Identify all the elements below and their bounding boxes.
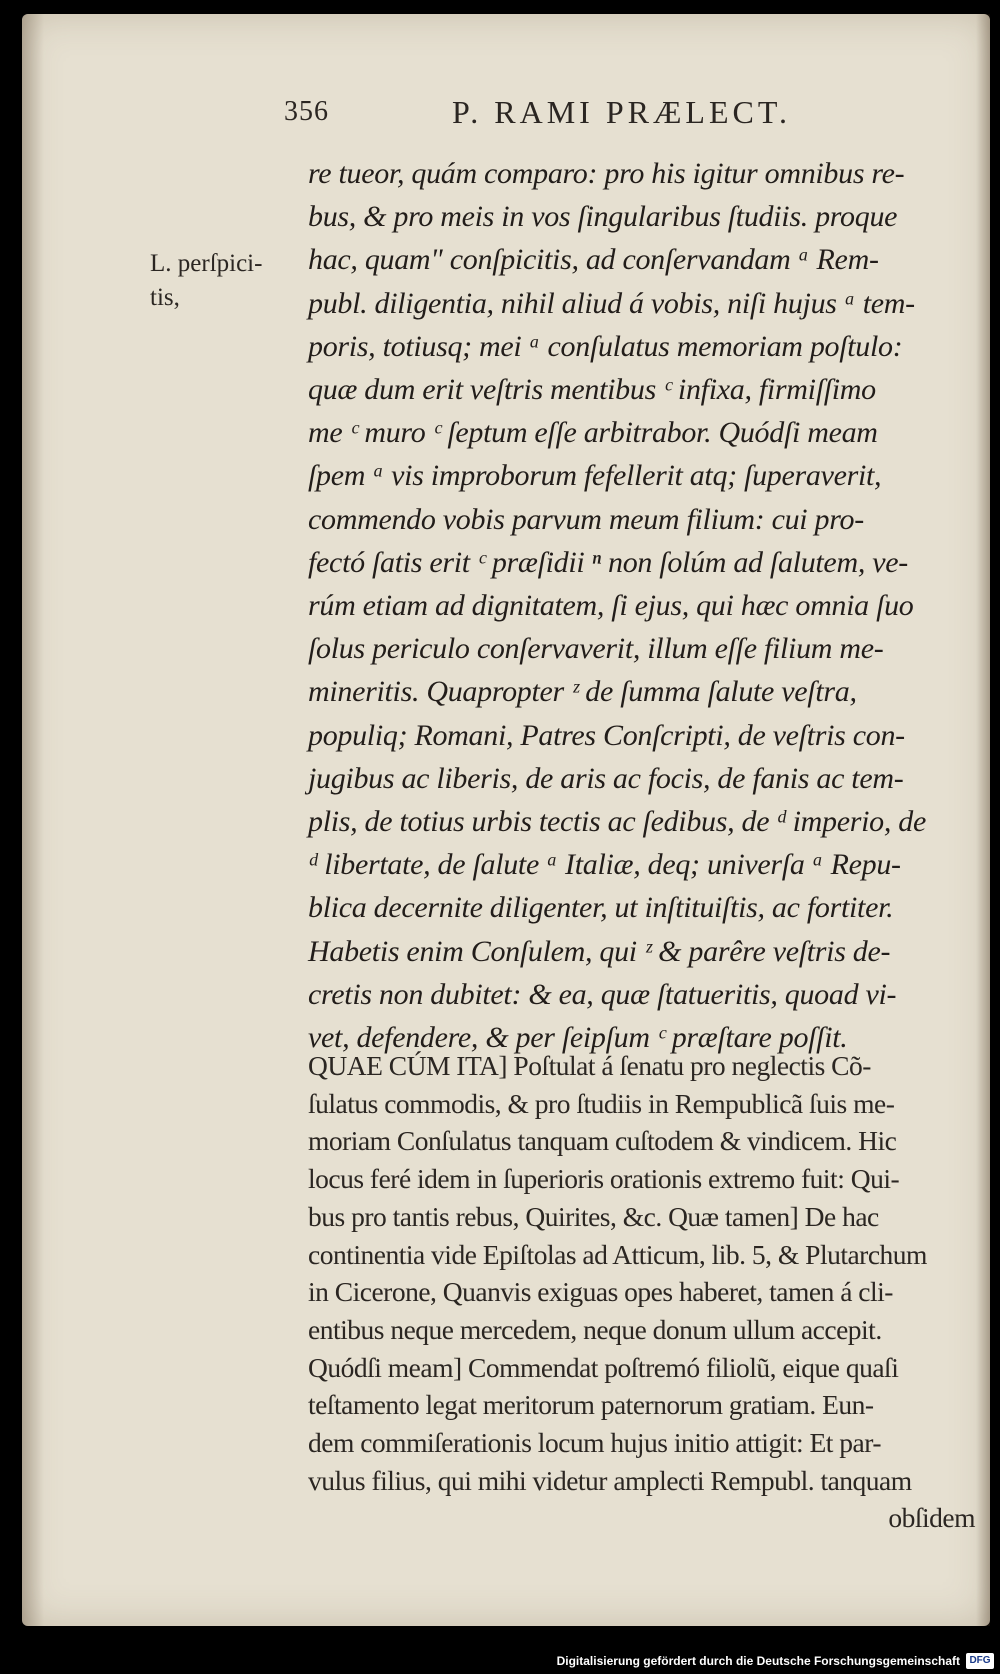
oration-line: me ᶜ muro ᶜ ſeptum eſſe arbitrabor. Quódſi meam xyxy=(308,416,878,450)
commentary-line: locus feré idem in ſuperioris orationis extremo fuit: Qui- xyxy=(308,1163,900,1195)
oration-line: ſpem ᵃ vis improborum fefellerit atq; ſuperaverit, xyxy=(308,459,882,493)
oration-line: blica decernite diligenter, ut inſtituiſtis, ac fortiter. xyxy=(308,891,894,925)
commentary-text xyxy=(308,1047,983,1537)
margin-note-line: L. perſpici- xyxy=(150,250,263,277)
commentary-line: moriam Conſulatus tanquam cuſtodem & vindicem. Hic xyxy=(308,1125,897,1157)
oration-text xyxy=(308,152,983,1059)
oration-line: publ. diligentia, nihil aliud á vobis, niſi hujus ᵃ tem- xyxy=(308,286,915,320)
page-number: 356 xyxy=(284,96,329,127)
commentary-line: ſulatus commodis, & pro ſtudiis in Rempublicã ſuis me- xyxy=(308,1087,895,1119)
oration-line: fectó ſatis erit ᶜ præſidii ⁿ non ſolúm ad ſalutem, ve- xyxy=(308,545,908,579)
oration-line: cretis non dubitet: & ea, quæ ſtatueritis, quoad vi- xyxy=(308,977,897,1011)
commentary-line: bus pro tantis rebus, Quirites, &c. Quæ tamen] De hac xyxy=(308,1200,879,1232)
oration-line: plis, de totius urbis tectis ac ſedibus, de ᵈ imperio, de xyxy=(308,805,926,839)
commentary-line: vulus filius, qui mihi videtur amplecti Rempubl. tanquam xyxy=(308,1464,912,1496)
oration-line: ſolus periculo conſervaverit, illum eſſe filium me- xyxy=(308,632,884,666)
digitization-credit: Digitalisierung gefördert durch die Deutsche Forschungsgemeinschaft xyxy=(556,1654,960,1668)
commentary-line: dem commiſerationis locum hujus initio attigit: Et par- xyxy=(308,1427,882,1459)
commentary-line: continentia vide Epiſtolas ad Atticum, lib. 5, & Plutarchum xyxy=(308,1238,927,1270)
catchword: obſidem xyxy=(888,1502,975,1534)
oration-line: quæ dum erit veſtris mentibus ᶜ infixa, firmiſſimo xyxy=(308,373,876,407)
oration-line: ᵈ libertate, de ſalute ᵃ Italiæ, deq; univerſa ᵃ Repu- xyxy=(308,848,901,882)
commentary-line: in Cicerone, Quanvis exiguas opes haberet, tamen á cli- xyxy=(308,1276,893,1308)
margin-note xyxy=(150,247,280,315)
commentary-line: QUAE CÚM ITA] Poſtulat á ſenatu pro neglectis Cõ- xyxy=(308,1050,871,1081)
oration-line: commendo vobis parvum meum filium: cui pro- xyxy=(308,502,864,536)
commentary-line: entibus neque mercedem, neque donum ullum accepit. xyxy=(308,1313,882,1345)
margin-note-line: tis, xyxy=(150,284,180,311)
oration-line: jugibus ac liberis, de aris ac focis, de fanis ac tem- xyxy=(308,761,904,795)
oration-line: re tueor, quám comparo: pro his igitur omnibus re- xyxy=(308,157,905,190)
book-page xyxy=(22,14,990,1626)
oration-line: hac, quam" conſpicitis, ad conſervandam ᵃ Rem- xyxy=(308,243,879,277)
dfg-logo-icon: DFG xyxy=(966,1653,994,1669)
oration-line: mineritis. Quapropter ᶻ de ſumma ſalute veſtra, xyxy=(308,675,857,709)
commentary-line: teſtamento legat meritorum paternorum gratiam. Eun- xyxy=(308,1389,874,1421)
running-title: P. RAMI PRÆLECT. xyxy=(452,94,792,130)
oration-line: Habetis enim Conſulem, qui ᶻ & parêre veſtris de- xyxy=(308,934,891,968)
oration-line: bus, & pro meis in vos ſingularibus ſtudiis. proque xyxy=(308,200,898,234)
oration-line: rúm etiam ad dignitatem, ſi ejus, qui hæc omnia ſuo xyxy=(308,589,914,623)
oration-line: poris, totiusq; mei ᵃ conſulatus memoriam poſtulo: xyxy=(308,329,903,363)
commentary-line: Quódſi meam] Commendat poſtremó filiolũ, eique quaſi xyxy=(308,1351,899,1383)
oration-line: vet, defendere, & per ſeipſum ᶜ præſtare poſſit. xyxy=(308,1021,848,1055)
oration-line: populiq; Romani, Patres Conſcripti, de veſtris con- xyxy=(308,718,905,752)
